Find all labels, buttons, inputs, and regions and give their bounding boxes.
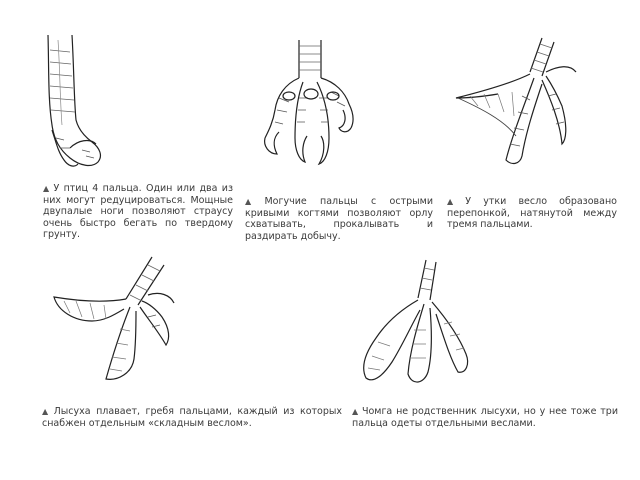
raptor-talons-drawing — [255, 38, 365, 178]
grebe-lobed-foot-drawing — [48, 255, 178, 390]
caption-raptor: ▲ Могучие пальцы с острыми кривыми когтями позволяют орлу схватывать, прокалывать и раздирать добычу. — [245, 196, 433, 242]
triangle-marker-icon: ▲ — [43, 184, 51, 193]
caption-coot: ▲ Чомга не родственник лысухи, но у нее тоже три пальца одеты отдельными веслами. — [352, 406, 619, 429]
caption-ostrich: ▲ У птиц 4 пальца. Один или два из них могут редуцироваться. Мощные двупалые ноги позволяют страусу очень быстро бегать по твердому грунту. — [43, 183, 233, 240]
triangle-marker-icon: ▲ — [447, 197, 463, 206]
triangle-marker-icon: ▲ — [245, 197, 262, 206]
triangle-marker-icon: ▲ — [42, 407, 51, 416]
ostrich-foot-drawing — [30, 30, 120, 175]
coot-lobed-foot-drawing — [352, 258, 482, 393]
caption-duck: ▲ У утки весло образовано перепонкой, натянутой между тремя пальцами. — [447, 196, 617, 230]
triangle-marker-icon: ▲ — [352, 407, 359, 416]
duck-webbed-foot-drawing — [450, 36, 590, 176]
caption-grebe: ▲ Лысуха плавает, гребя пальцами, каждый из которых снабжен отдельным «складным веслом». — [42, 406, 343, 429]
